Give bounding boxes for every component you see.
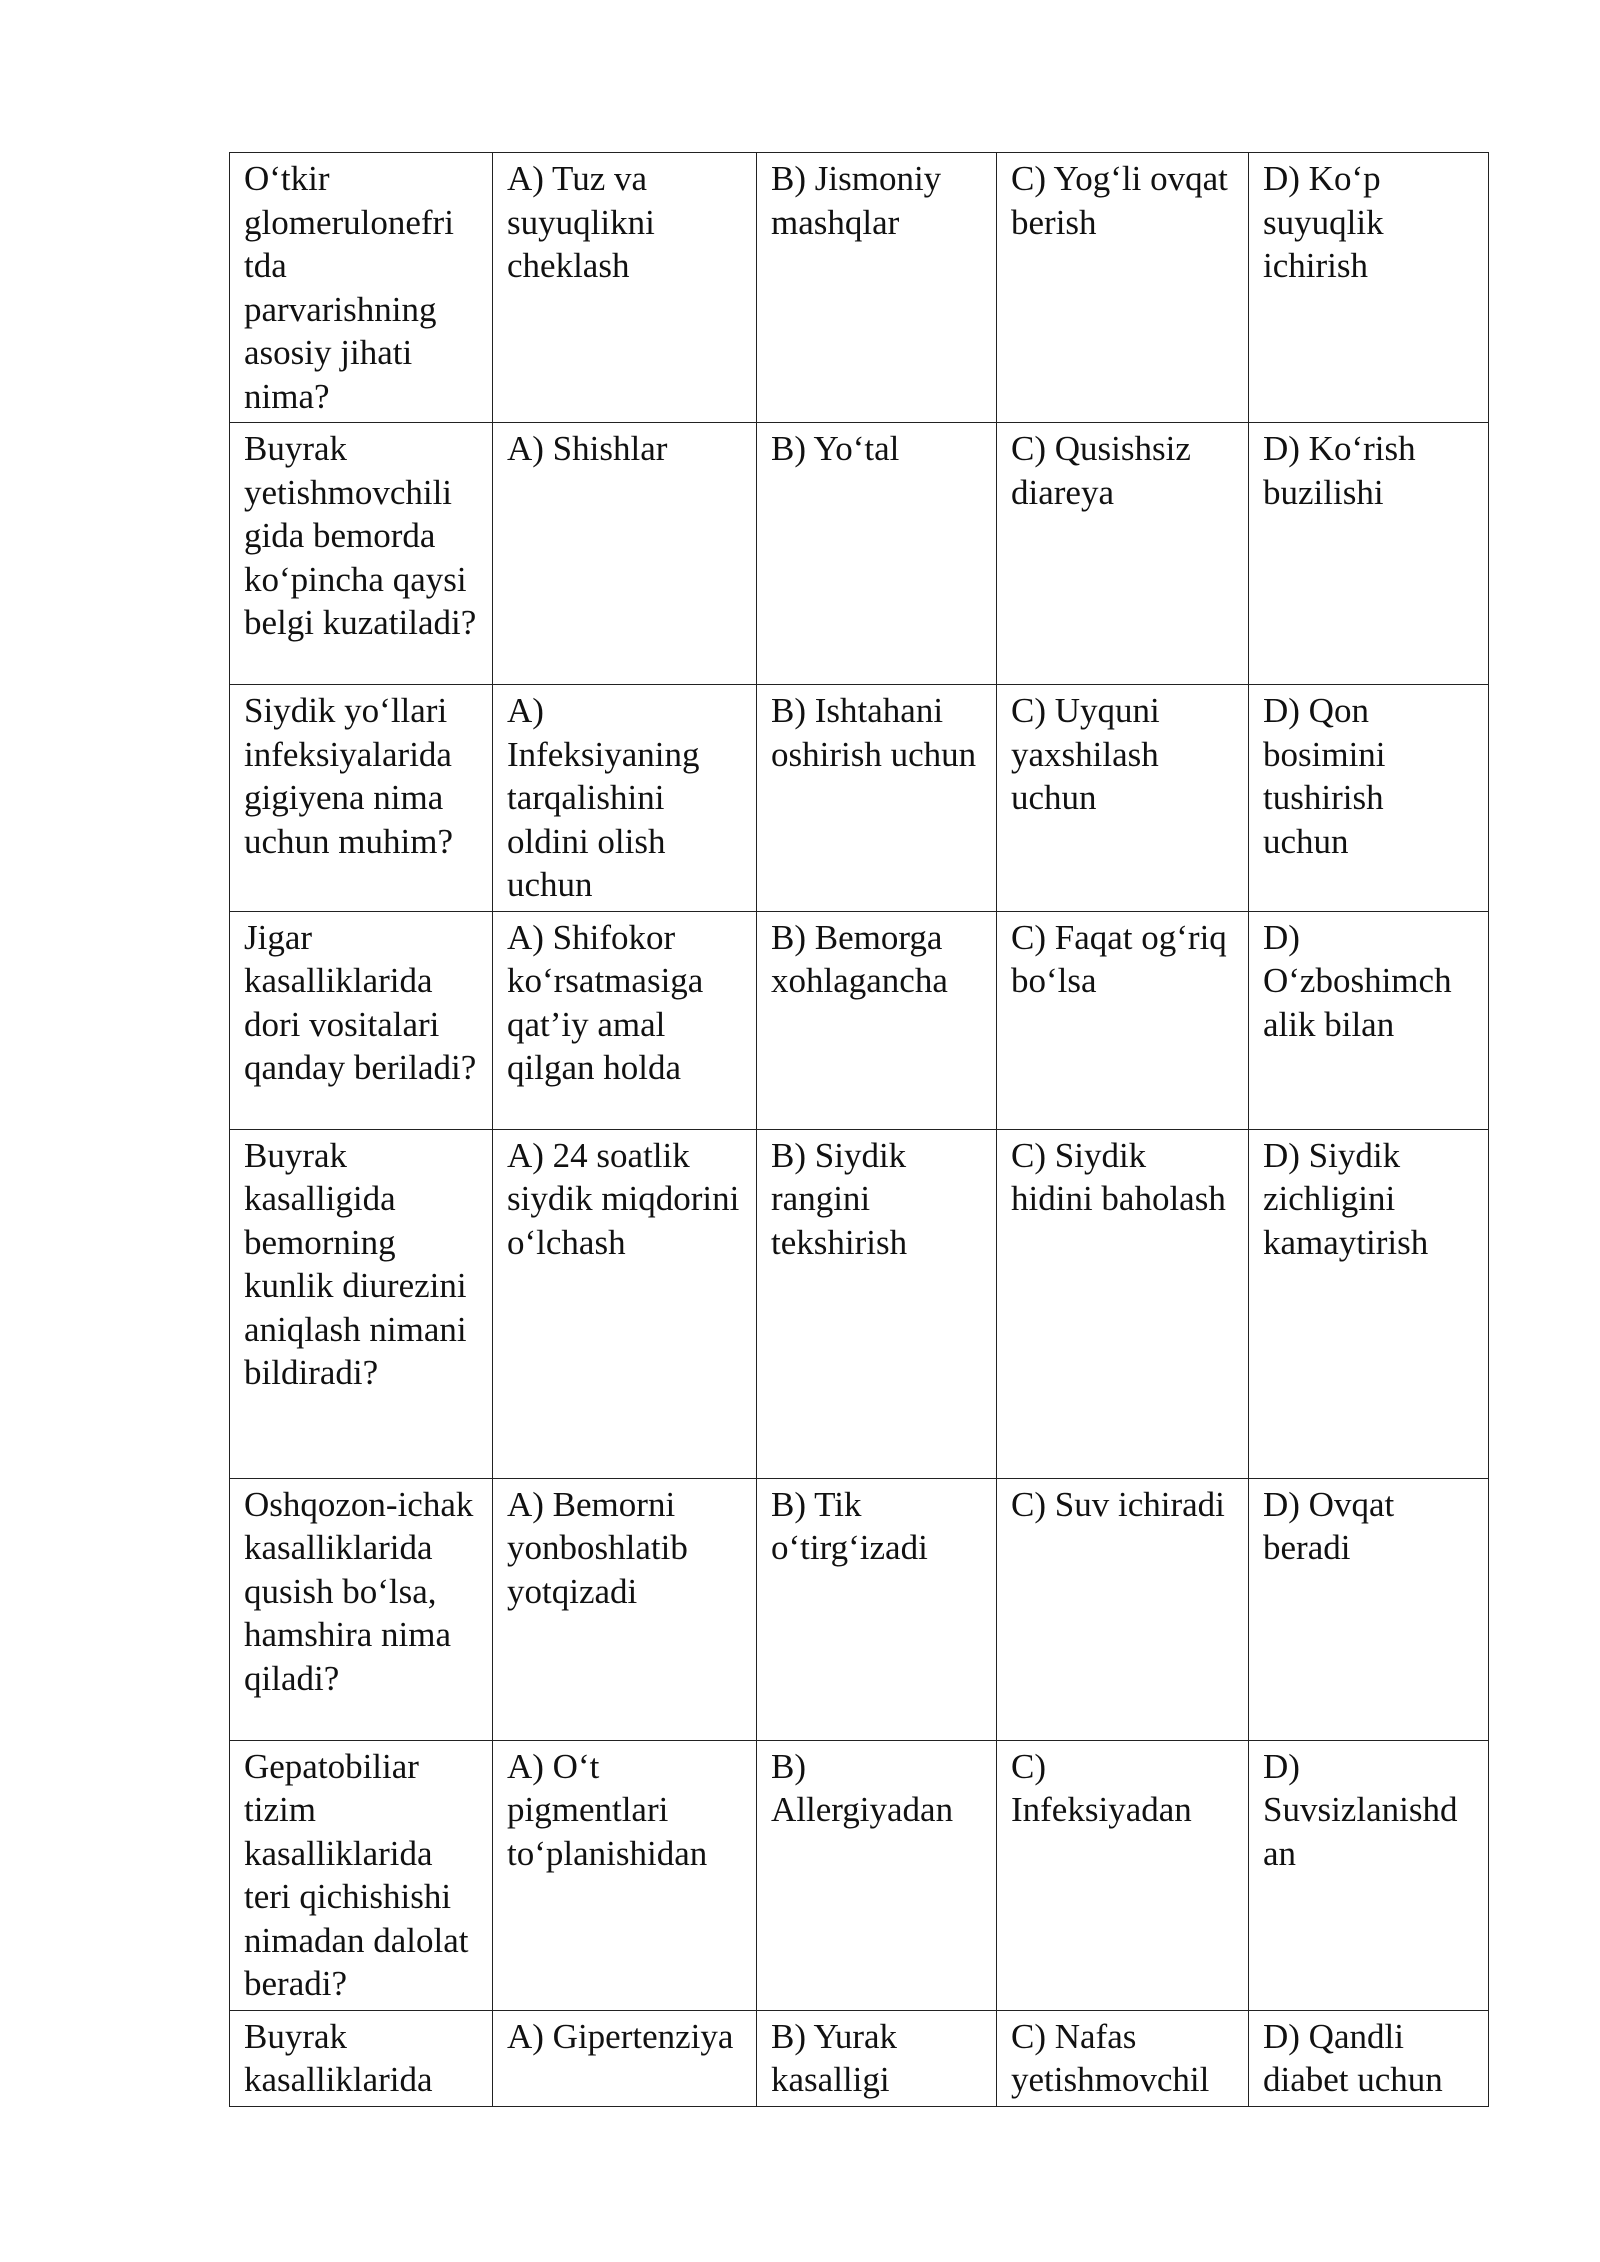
question-cell: Siydik yo‘llari infeksiyalarida gigiyena nima uchun muhim? bbox=[230, 685, 493, 912]
question-cell: Buyrak kasalligida bemorning kunlik diurezini aniqlash nimani bildiradi? bbox=[230, 1129, 493, 1478]
option-b-cell: B) Yurak kasalligi bbox=[757, 2010, 997, 2106]
option-d-cell: D) Siydik zichligini kamaytirish bbox=[1249, 1129, 1489, 1478]
option-c-cell: C) Nafas yetishmovchil bbox=[997, 2010, 1249, 2106]
option-d-cell: D) Ovqat beradi bbox=[1249, 1478, 1489, 1740]
question-cell: Jigar kasalliklarida dori vositalari qanday beriladi? bbox=[230, 911, 493, 1129]
option-a-cell: A) Gipertenziya bbox=[493, 2010, 757, 2106]
option-a-cell: A) Shifokor ko‘rsatmasiga qat’iy amal qilgan holda bbox=[493, 911, 757, 1129]
table-row bbox=[230, 911, 1489, 1129]
option-b-cell: B) Siydik rangini tekshirish bbox=[757, 1129, 997, 1478]
option-a-cell: A) Bemorni yonboshlatib yotqizadi bbox=[493, 1478, 757, 1740]
option-d-cell: D) O‘zboshimch alik bilan bbox=[1249, 911, 1489, 1129]
option-c-cell: C) Uyquni yaxshilash uchun bbox=[997, 685, 1249, 912]
option-b-cell: B) Tik o‘tirg‘izadi bbox=[757, 1478, 997, 1740]
table-row bbox=[230, 1129, 1489, 1478]
option-c-cell: C) Siydik hidini baholash bbox=[997, 1129, 1249, 1478]
option-d-cell: D) Suvsizlanishd an bbox=[1249, 1740, 1489, 2010]
option-a-cell: A) 24 soatlik siydik miqdorini o‘lchash bbox=[493, 1129, 757, 1478]
option-b-cell: B) Bemorga xohlagancha bbox=[757, 911, 997, 1129]
table-row bbox=[230, 2010, 1489, 2106]
option-d-cell: D) Ko‘rish buzilishi bbox=[1249, 423, 1489, 685]
question-cell: Buyrak kasalliklarida bbox=[230, 2010, 493, 2106]
table-row bbox=[230, 685, 1489, 912]
quiz-table bbox=[229, 152, 1489, 2107]
option-b-cell: B) Allergiyadan bbox=[757, 1740, 997, 2010]
option-c-cell: C) Yog‘li ovqat berish bbox=[997, 153, 1249, 423]
option-d-cell: D) Qandli diabet uchun bbox=[1249, 2010, 1489, 2106]
question-cell: Gepatobiliar tizim kasalliklarida teri qichishishi nimadan dalolat beradi? bbox=[230, 1740, 493, 2010]
option-c-cell: C) Suv ichiradi bbox=[997, 1478, 1249, 1740]
question-cell: Buyrak yetishmovchili gida bemorda ko‘pincha qaysi belgi kuzatiladi? bbox=[230, 423, 493, 685]
option-d-cell: D) Qon bosimini tushirish uchun bbox=[1249, 685, 1489, 912]
option-b-cell: B) Ishtahani oshirish uchun bbox=[757, 685, 997, 912]
table-row bbox=[230, 1478, 1489, 1740]
option-a-cell: A) Shishlar bbox=[493, 423, 757, 685]
option-c-cell: C) Faqat og‘riq bo‘lsa bbox=[997, 911, 1249, 1129]
option-b-cell: B) Yo‘tal bbox=[757, 423, 997, 685]
option-a-cell: A) O‘t pigmentlari to‘planishidan bbox=[493, 1740, 757, 2010]
table-row bbox=[230, 1740, 1489, 2010]
option-c-cell: C) Qusishsiz diareya bbox=[997, 423, 1249, 685]
option-a-cell: A) Infeksiyaning tarqalishini oldini olish uchun bbox=[493, 685, 757, 912]
question-cell: Oshqozon-ichak kasalliklarida qusish bo‘lsa, hamshira nima qiladi? bbox=[230, 1478, 493, 1740]
option-c-cell: C) Infeksiyadan bbox=[997, 1740, 1249, 2010]
option-b-cell: B) Jismoniy mashqlar bbox=[757, 153, 997, 423]
option-d-cell: D) Ko‘p suyuqlik ichirish bbox=[1249, 153, 1489, 423]
question-cell: O‘tkir glomerulonefri tda parvarishning asosiy jihati nima? bbox=[230, 153, 493, 423]
table-row bbox=[230, 423, 1489, 685]
table-row bbox=[230, 153, 1489, 423]
option-a-cell: A) Tuz va suyuqlikni cheklash bbox=[493, 153, 757, 423]
